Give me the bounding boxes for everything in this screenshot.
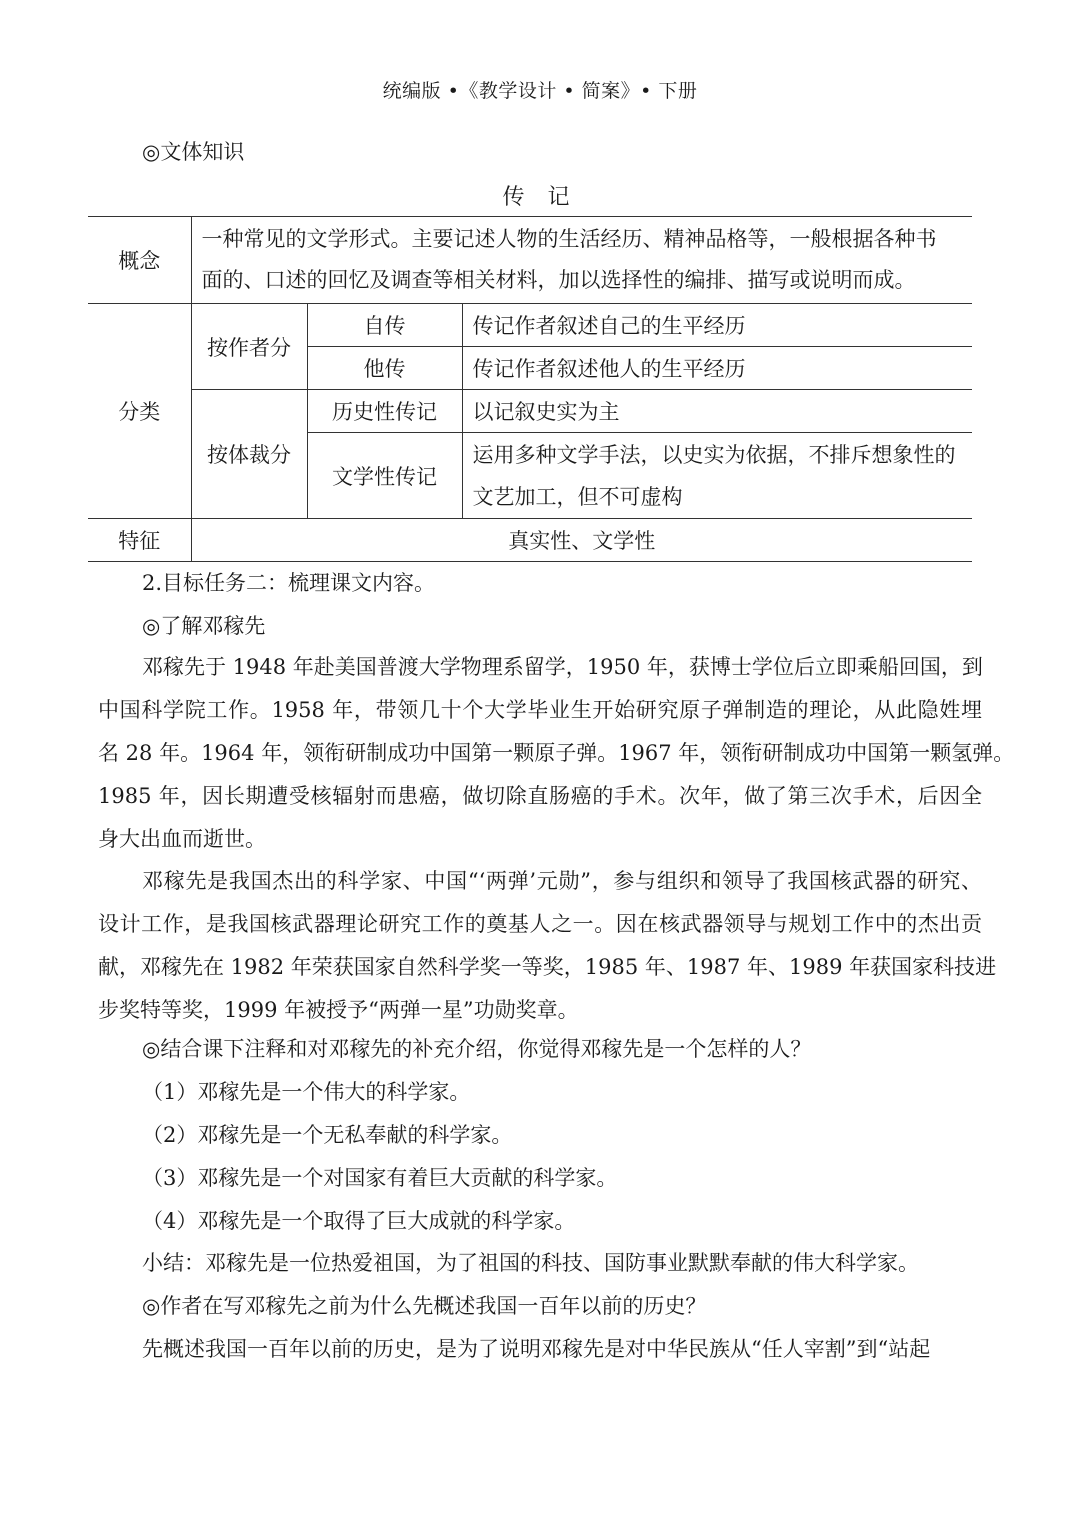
biography-table [88, 216, 972, 562]
classification-label: 分类 [88, 304, 191, 519]
summary-line: 小结：邓稼先是一位热爱祖国，为了祖国的科技、国防事业默默奉献的伟大科学家。 [142, 1251, 919, 1275]
paragraph-line: 邓稼先是我国杰出的科学家、中国“‘两弹’元勋”，参与组织和领导了我国核武器的研究、 [142, 869, 982, 893]
concept-cell [191, 217, 972, 304]
paragraph-line: 步奖特等奖，1999 年被授予“两弹一星”功勋奖章。 [98, 998, 579, 1022]
section-genre-heading: ◎文体知识 [142, 140, 245, 164]
paragraph-biography [98, 646, 1015, 861]
lit-bio-label: 文学性传记 [307, 433, 462, 519]
table-row-autobio [88, 304, 972, 347]
question-two: ◎作者在写邓稼先之前为什么先概述我国一百年以前的历史？ [142, 1294, 707, 1318]
paragraph-line: 名 28 年。1964 年，领衔研制成功中国第一颗原子弹。1967 年，领衔研制成功中国第一颗氢弹。 [98, 741, 1015, 765]
answer-item: （1）邓稼先是一个伟大的科学家。 [142, 1080, 471, 1104]
table-row-feature [88, 519, 972, 562]
table-title: 传 记 [502, 185, 578, 210]
by-genre-label: 按体裁分 [191, 390, 307, 519]
lit-bio-line: 运用多种文学手法，以史实为依据，不排斥想象性的 [472, 442, 956, 467]
hist-bio-label: 历史性传记 [307, 390, 462, 433]
paragraph-line: 设计工作，是我国核武器理论研究工作的奠基人之一。因在核武器领导与规划工作中的杰出贡 [98, 912, 982, 936]
paragraph-line: 献，邓稼先在 1982 年荣获国家自然科学奖一等奖，1985 年、1987 年、1989 年获国家科技进 [98, 955, 997, 979]
other-bio-label: 他传 [307, 347, 462, 390]
lit-bio-desc [462, 433, 972, 519]
autobio-label: 自传 [307, 304, 462, 347]
paragraph-line: 邓稼先于 1948 年赴美国普渡大学物理系留学，1950 年，获博士学位后立即乘船回国，到 [142, 655, 983, 679]
feature-label: 特征 [88, 519, 191, 562]
by-author-label: 按作者分 [191, 304, 307, 390]
answer-item: （4）邓稼先是一个取得了巨大成就的科学家。 [142, 1209, 576, 1233]
paragraph-line: 1985 年，因长期遭受核辐射而患癌，做切除直肠癌的手术。次年，做了第三次手术，后因全 [98, 784, 982, 808]
feature-text: 真实性、文学性 [191, 519, 972, 562]
autobio-desc: 传记作者叙述自己的生平经历 [462, 304, 972, 347]
paragraph-line: 身大出血而逝世。 [98, 827, 266, 851]
concept-line: 一种常见的文学形式。主要记述人物的生活经历、精神品格等，一般根据各种书 [201, 227, 937, 251]
paragraph-contributions [98, 860, 997, 1032]
answer-item: （2）邓稼先是一个无私奉献的科学家。 [142, 1123, 513, 1147]
answer-item: （3）邓稼先是一个对国家有着巨大贡献的科学家。 [142, 1166, 618, 1190]
paragraph-line: 中国科学院工作。1958 年，带领几十个大学毕业生开始研究原子弹制造的理论，从此隐姓埋 [98, 698, 982, 722]
lit-bio-line: 文艺加工，但不可虚构 [472, 484, 683, 509]
concept-line: 面的、口述的回忆及调查等相关材料，加以选择性的编排、描写或说明而成。 [201, 268, 916, 292]
table-row-hist-bio [88, 390, 972, 433]
answer-two: 先概述我国一百年以前的历史，是为了说明邓稼先是对中华民族从“任人宰割”到“站起 [142, 1337, 931, 1361]
understand-heading: ◎了解邓稼先 [142, 614, 266, 638]
task-two-heading: 2.目标任务二：梳理课文内容。 [142, 571, 436, 595]
page-header: 统编版 •《教学设计 • 简案》• 下册 [382, 80, 698, 102]
concept-label: 概念 [88, 217, 191, 304]
other-bio-desc: 传记作者叙述他人的生平经历 [462, 347, 972, 390]
question-one: ◎结合课下注释和对邓稼先的补充介绍，你觉得邓稼先是一个怎样的人？ [142, 1037, 812, 1061]
hist-bio-desc: 以记叙史实为主 [462, 390, 972, 433]
table-row-concept [88, 217, 972, 304]
